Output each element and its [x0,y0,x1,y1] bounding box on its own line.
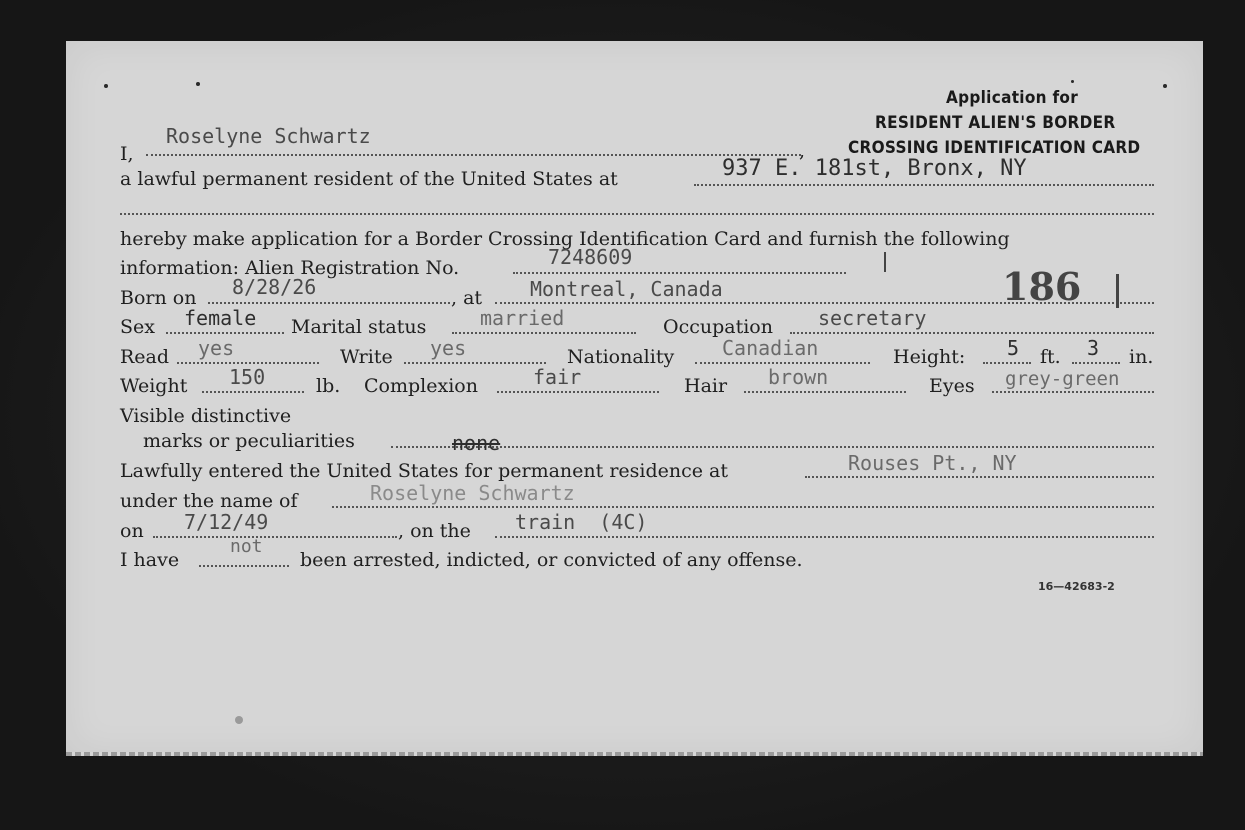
address-line [694,184,1154,186]
alien-registration-number: 7248609 [548,245,633,269]
label-height: Height: [893,346,966,368]
entry-date-line [153,536,397,538]
hair-value: brown [768,365,829,389]
name-line [146,154,801,156]
weight-value: 150 [229,365,266,389]
marital-value: married [480,306,565,330]
alien-no-line [513,272,846,274]
label-resident: a lawful permanent resident of the United States at [120,168,618,190]
address-line-continued [120,213,1154,215]
label-information: information: Alien Registration No. [120,257,460,279]
label-application: hereby make application for a Border Crossing Identification Card and furnish the following [120,228,1010,250]
entry-port-line [805,476,1154,478]
label-marital-status: Marital status [291,316,427,338]
label-on-the: , on the [398,520,471,542]
height-ft-line [983,362,1031,364]
speck [196,82,200,86]
eyes-line [992,391,1154,393]
sex-value: female [184,306,257,330]
speck [235,716,243,724]
occupation-line [790,332,1154,334]
complexion-value: fair [533,365,582,389]
form-header-line1: Application for [946,88,1079,108]
label-hair: Hair [684,375,728,397]
conveyance: train (4C) [515,510,648,534]
offense-value: not [230,536,263,557]
label-i: I, [120,143,134,165]
sex-line [166,332,284,334]
marks-line [391,446,1154,448]
label-i-have: I have [120,549,180,571]
label-nationality: Nationality [567,346,675,368]
entry-name: Roselyne Schwartz [370,481,575,505]
weight-line [202,391,304,393]
nationality-value: Canadian [722,336,819,360]
nationality-line [695,362,870,364]
label-comma: , [799,140,806,162]
speck [1071,80,1074,83]
label-on: on [120,520,144,542]
offense-line [199,565,289,567]
label-sex: Sex [120,316,155,338]
height-inches: 3 [1087,336,1100,360]
speck [1163,84,1167,88]
label-weight: Weight [120,375,188,397]
form-header-line3: CROSSING IDENTIFICATION CARD [848,138,1141,158]
entry-name-line [332,506,1154,508]
label-arrested: been arrested, indicted, or convicted of any offense. [300,549,803,571]
entry-date: 7/12/49 [184,510,269,534]
label-ft: ft. [1040,346,1061,368]
label-lb: lb. [316,375,341,397]
label-eyes: Eyes [929,375,975,397]
label-under-name: under the name of [120,490,298,512]
speck [104,84,108,88]
label-write: Write [340,346,393,368]
margin-mark [884,252,886,272]
marks-value: none [452,431,501,455]
label-occupation: Occupation [663,316,773,338]
label-in: in. [1129,346,1154,368]
margin-mark [1116,274,1119,308]
read-value: yes [198,336,235,360]
height-feet: 5 [1007,336,1020,360]
card-perforated-edge [66,752,1203,756]
write-line [404,362,546,364]
applicant-name: Roselyne Schwartz [166,124,371,148]
form-number: 16—42683-2 [1038,580,1115,593]
complexion-line [497,391,659,393]
write-value: yes [430,336,467,360]
height-in-line [1072,362,1120,364]
label-at: , at [451,287,483,309]
born-date-line [208,302,450,304]
read-line [177,362,319,364]
entry-port: Rouses Pt., NY [848,451,1017,475]
form-header-line2: RESIDENT ALIEN'S BORDER [875,113,1116,133]
hair-line [744,391,906,393]
occupation-value: secretary [818,306,927,330]
born-date: 8/28/26 [232,275,317,299]
eyes-value: grey-green [1005,368,1120,390]
birthplace: Montreal, Canada [530,277,723,301]
label-visible-marks-1: Visible distinctive [120,405,292,427]
label-born-on: Born on [120,287,197,309]
label-visible-marks-2: marks or peculiarities [143,430,355,452]
address-value: 937 E. 181st, Bronx, NY [722,156,1027,181]
conveyance-line [495,536,1154,538]
marital-line [452,332,636,334]
label-complexion: Complexion [364,375,478,397]
label-entered: Lawfully entered the United States for permanent residence at [120,460,729,482]
card-number-stamp: 186 [1002,264,1082,309]
label-read: Read [120,346,170,368]
